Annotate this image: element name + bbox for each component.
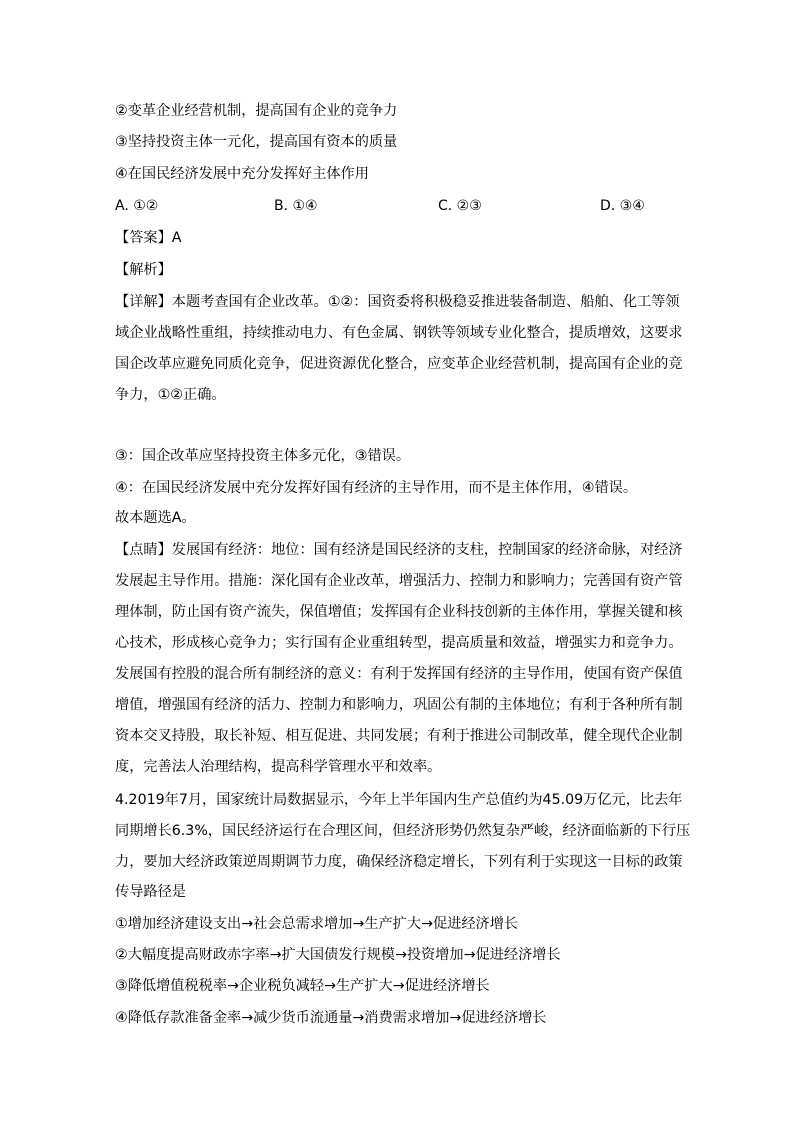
question-4-stem: 力，要加大经济政策逆周期调节力度，确保经济稳定增长，下列有利于实现这一目标的政策 — [115, 854, 683, 870]
detail-line: 【详解】本题考查国有企业改革。①②：国资委将积极稳妥推进装备制造、船舶、化工等领 — [115, 294, 680, 310]
question-4-stem: 同期增长6.3%，国民经济运行在合理区间，但经济形势仍然复杂严峻，经济面临新的下行压 — [115, 823, 691, 839]
option-a: A. ①② — [115, 198, 159, 214]
detail-line: 争力，①②正确。 — [115, 387, 226, 403]
conclusion-line: 故本题选A。 — [115, 510, 196, 526]
detail-line: 国企改革应避免同质化竞争，促进资源优化整合，应变革企业经营机制，提高国有企业的竞 — [115, 356, 683, 372]
tips-line: 发展国有控股的混合所有制经济的意义：有利于发挥国有经济的主导作用，使国有资产保值 — [115, 666, 683, 682]
tips-line: 发展起主导作用。措施：深化国有企业改革，增强活力、控制力和影响力；完善国有资产管 — [115, 573, 683, 589]
tips-line: 资本交叉持股，取长补短、相互促进、共同发展；有利于推进公司制改革，健全现代企业制 — [115, 728, 683, 744]
option-c: C. ②③ — [438, 198, 482, 214]
explanation-4: ④：在国民经济发展中充分发挥好国有经济的主导作用，而不是主体作用，④错误。 — [115, 480, 638, 496]
q4-item-4: ④降低存款准备金率→减少货币流通量→消费需求增加→促进经济增长 — [115, 1010, 547, 1026]
answer-line: 【答案】A — [115, 230, 182, 246]
tips-line: 增值，增强国有经济的活力、控制力和影响力，巩固公有制的主体地位；有利于各种所有制 — [115, 697, 683, 713]
statement-4: ④在国民经济发展中充分发挥好主体作用 — [115, 166, 369, 182]
question-4-stem: 传导路径是 — [115, 884, 186, 900]
question-4-stem: 4.2019年7月，国家统计局数据显示，今年上半年国内生产总值约为45.09万亿元，比去年 — [115, 792, 683, 808]
q4-item-2: ②大幅度提高财政赤字率→扩大国债发行规模→投资增加→促进经济增长 — [115, 947, 561, 963]
option-d: D. ③④ — [600, 198, 645, 214]
tips-line: 理体制，防止国有资产流失，保值增值；发挥国有企业科技创新的主体作用，掌握关键和核 — [115, 604, 683, 620]
detail-line: 域企业战略性重组，持续推动电力、有色金属、钢铁等领域专业化整合，提质增效，这要求 — [115, 325, 683, 341]
statement-3: ③坚持投资主体一元化，提高国有资本的质量 — [115, 134, 398, 150]
tips-line: 心技术，形成核心竞争力；实行国有企业重组转型，提高质量和效益，增强实力和竞争力。 — [115, 635, 683, 651]
tips-line: 度，完善法人治理结构，提高科学管理水平和效率。 — [115, 759, 442, 775]
analysis-heading: 【解析】 — [115, 262, 172, 278]
explanation-3: ③：国企改革应坚持投资主体多元化，③错误。 — [115, 448, 411, 464]
q4-item-1: ①增加经济建设支出→社会总需求增加→生产扩大→促进经济增长 — [115, 916, 519, 932]
q4-item-3: ③降低增值税税率→企业税负减轻→生产扩大→促进经济增长 — [115, 978, 490, 994]
option-b: B. ①④ — [274, 198, 318, 214]
tips-line: 【点睛】发展国有经济：地位：国有经济是国民经济的支柱，控制国家的经济命脉，对经济 — [115, 542, 683, 558]
statement-2: ②变革企业经营机制，提高国有企业的竞争力 — [115, 103, 398, 119]
